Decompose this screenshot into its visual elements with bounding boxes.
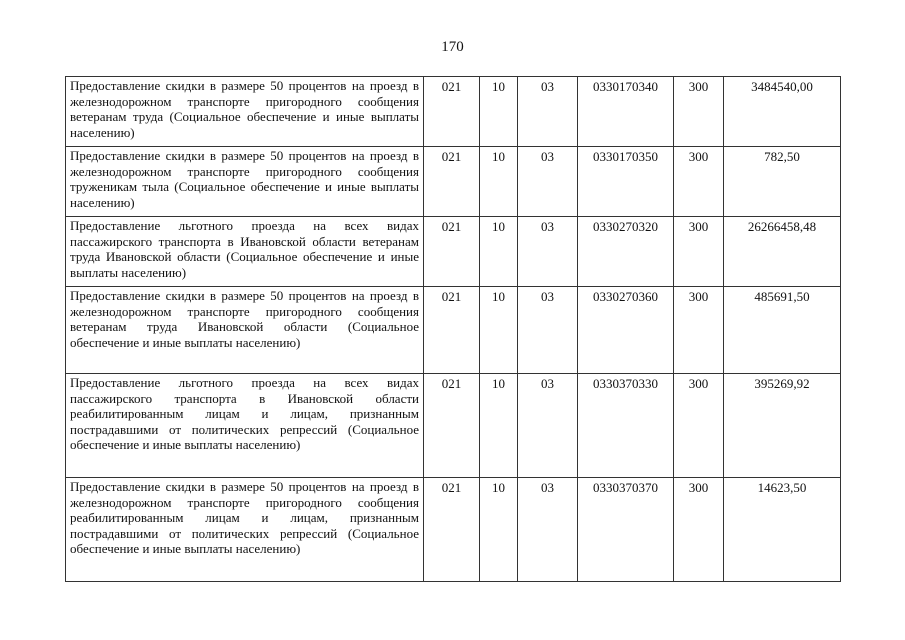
row-description: Предоставление скидки в размере 50 процентов на проезд в железнодорожном транспорте пригородного сообщения реабилитированным лицам и лицам, признанным пострадавшими от политических репрессий (Социальное обеспечение и иные выплаты населению) (66, 478, 424, 582)
expense-type-code: 300 (674, 287, 724, 374)
section-code: 10 (480, 147, 518, 217)
row-description: Предоставление скидки в размере 50 процентов на проезд в железнодорожном транспорте пригородного сообщения ветеранам труда Ивановской области (Социальное обеспечение и иные выплаты населению) (66, 287, 424, 374)
ministry-code: 021 (424, 77, 480, 147)
table-row (66, 374, 841, 478)
budget-table (65, 76, 841, 582)
table-row (66, 77, 841, 147)
ministry-code: 021 (424, 478, 480, 582)
ministry-code: 021 (424, 287, 480, 374)
section-code: 10 (480, 374, 518, 478)
row-description: Предоставление льготного проезда на всех видах пассажирского транспорта в Ивановской области реабилитированным лицам и лицам, признанным пострадавшими от политических репрессий (Социальное обеспечение и иные выплаты населению) (66, 374, 424, 478)
ministry-code: 021 (424, 147, 480, 217)
section-code: 10 (480, 287, 518, 374)
amount: 3484540,00 (724, 77, 841, 147)
target-article-code: 0330270360 (578, 287, 674, 374)
amount: 14623,50 (724, 478, 841, 582)
amount: 26266458,48 (724, 217, 841, 287)
expense-type-code: 300 (674, 77, 724, 147)
row-description: Предоставление скидки в размере 50 процентов на проезд в железнодорожном транспорте пригородного сообщения ветеранам труда (Социальное обеспечение и иные выплаты населению) (66, 77, 424, 147)
expense-type-code: 300 (674, 478, 724, 582)
target-article-code: 0330370370 (578, 478, 674, 582)
table-row (66, 147, 841, 217)
subsection-code: 03 (518, 374, 578, 478)
target-article-code: 0330170350 (578, 147, 674, 217)
amount: 395269,92 (724, 374, 841, 478)
target-article-code: 0330170340 (578, 77, 674, 147)
section-code: 10 (480, 77, 518, 147)
subsection-code: 03 (518, 478, 578, 582)
amount: 782,50 (724, 147, 841, 217)
row-description: Предоставление скидки в размере 50 процентов на проезд в железнодорожном транспорте пригородного сообщения труженикам тыла (Социальное обеспечение и иные выплаты населению) (66, 147, 424, 217)
target-article-code: 0330270320 (578, 217, 674, 287)
target-article-code: 0330370330 (578, 374, 674, 478)
table-row (66, 217, 841, 287)
expense-type-code: 300 (674, 147, 724, 217)
ministry-code: 021 (424, 374, 480, 478)
section-code: 10 (480, 478, 518, 582)
section-code: 10 (480, 217, 518, 287)
row-description: Предоставление льготного проезда на всех видах пассажирского транспорта в Ивановской области ветеранам труда Ивановской области (Социальное обеспечение и иные выплаты населению) (66, 217, 424, 287)
table-row (66, 287, 841, 374)
expense-type-code: 300 (674, 374, 724, 478)
subsection-code: 03 (518, 287, 578, 374)
amount: 485691,50 (724, 287, 841, 374)
subsection-code: 03 (518, 217, 578, 287)
ministry-code: 021 (424, 217, 480, 287)
table-row (66, 478, 841, 582)
expense-type-code: 300 (674, 217, 724, 287)
subsection-code: 03 (518, 77, 578, 147)
page-number: 170 (441, 39, 464, 55)
subsection-code: 03 (518, 147, 578, 217)
